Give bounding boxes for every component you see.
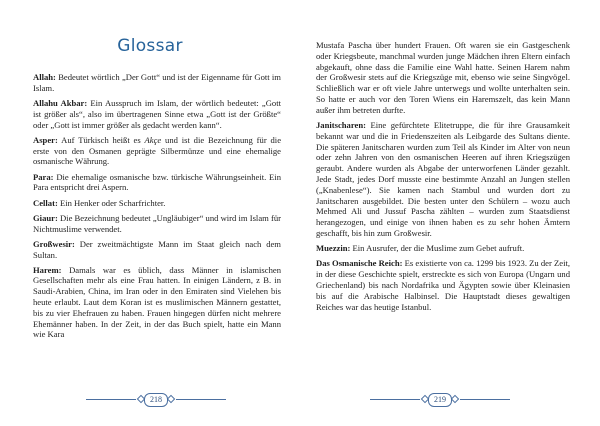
ornament-diamond bbox=[451, 395, 459, 403]
ornament-diamond bbox=[167, 395, 175, 403]
entry-term: Allah: bbox=[33, 72, 56, 82]
entry-osmanisches-reich bbox=[316, 258, 570, 312]
page-number: 219 bbox=[428, 393, 452, 407]
entry-para bbox=[33, 172, 281, 194]
entry-grosswesir bbox=[33, 239, 281, 261]
entry-allah bbox=[33, 72, 281, 94]
entry-cellat bbox=[33, 198, 281, 209]
entry-giaur bbox=[33, 213, 281, 235]
entry-text: Es existierte von ca. 1299 bis 1923. Zu der Zeit, in der diese Geschichte spielt, erstreckte es sich von Europa (Ungarn und Griechenland) bis nach Nordafrika und Ägypten sowie über Kleinasien bis auf die Arabische Halbinsel. Die Hauptstadt dieses gewaltigen Reiches war das heutige Istanbul. bbox=[316, 258, 570, 312]
entry-text: Die Bezeichnung bedeutet „Ungläubiger“ und wird im Islam für Nichtmuslime verwendet. bbox=[33, 212, 281, 234]
entry-muezzin bbox=[316, 243, 570, 254]
ornament-rule bbox=[370, 399, 420, 400]
entry-harem bbox=[33, 265, 281, 341]
ornament-rule bbox=[86, 399, 136, 400]
entry-term: Harem: bbox=[33, 264, 62, 275]
ornament-rule bbox=[460, 399, 510, 400]
entry-text: Die ehemalige osmanische bzw. türkische Währungseinheit. Ein Para entspricht drei Aspern. bbox=[33, 171, 281, 193]
entry-term: Asper: bbox=[33, 134, 58, 145]
entry-allahu-akbar bbox=[33, 98, 281, 130]
entry-text: Auf Türkisch heißt es bbox=[57, 134, 145, 145]
page-number-ornament-left bbox=[86, 393, 226, 407]
entry-text: Bedeutet wörtlich „Der Gott“ und ist der Eigenname für Gott im Islam. bbox=[33, 72, 281, 93]
entry-term: Allahu Akbar: bbox=[33, 97, 88, 108]
entry-term: Großwesir: bbox=[33, 238, 75, 249]
ornament-rule bbox=[176, 399, 226, 400]
page-number: 218 bbox=[144, 393, 168, 407]
entry-janitscharen bbox=[316, 120, 570, 239]
left-glossary-column bbox=[33, 72, 281, 345]
right-glossary-column bbox=[316, 40, 570, 317]
entry-term: Para: bbox=[33, 171, 54, 182]
entry-term: Cellat: bbox=[33, 197, 58, 208]
entry-text: Eine gefürchtete Elitetruppe, die für ihre Grausamkeit bekannt war und die in Friedenszeiten als Leibgarde des Sultans diente. Die späteren Janitscharen wurden zum Teil als Kinder im Alter von neun oder zehn Jahren von den osmanischen Heeren auf ihren Kriegszügen geraubt. Andere wurden als Abgabe der unterworfenen Länder gezahlt. Jede Stadt, jedes Dorf musste eine bestimmte Anzahl an Jungen stellen („Knabenlese“). Sie kamen nach Stambul und wurden dort zu Janitscharen ausgebildet. Die besten unter den Schülern – wozu auch Mehmed Ali und Jussuf Pascha zählten – wurden zum Staatsdienst herangezogen, und einige von ihnen haben es zu sehr hohen Ämtern geschafft, bis hin zum Großwesir. bbox=[316, 119, 570, 238]
entry-text: Der zweitmächtigste Mann im Staat gleich nach dem Sultan. bbox=[33, 238, 281, 260]
right-page bbox=[300, 0, 600, 426]
entry-term: Muezzin: bbox=[316, 243, 351, 254]
page-number-ornament-right bbox=[370, 393, 510, 407]
entry-term: Janitscharen: bbox=[316, 119, 366, 130]
entry-text-italic: Akçe bbox=[144, 134, 162, 145]
entry-term: Giaur: bbox=[33, 212, 58, 223]
glossary-title: Glossar bbox=[117, 36, 183, 56]
entry-harem-continuation: Mustafa Pascha über hundert Frauen. Oft waren sie ein Gastgeschenk oder Kriegsbeute, manchmal wurden junge Mädchen ihren Eltern einfach abgekauft, ohne dass die Familie eine Wahl hatte. Seinen Harem nahm der Großwesir stets auf die Kriegszüge mit, ebenso wie seine Singvögel. Schließlich war er oft viele Jahre unterwegs und wollte unterhalten sein. So hatte er auch vor den Toren Wiens ein Haremszelt, das kein Mann außer ihm betreten durfte. bbox=[316, 40, 570, 115]
entry-text: und ist die Bezeichnung für die erste von den Osmanen geprägte Silbermünze und eine ehemalige osmanische Währung. bbox=[33, 134, 282, 167]
entry-term: Das Osmanische Reich: bbox=[316, 258, 403, 269]
entry-text: Ein Ausrufer, der die Muslime zum Gebet aufruft. bbox=[350, 243, 525, 254]
entry-asper bbox=[33, 135, 281, 167]
entry-text: Damals war es üblich, dass Männer in islamischen Gesellschaften mehr als eine Frau hatten. In einigen Ländern, z B. in Saudi-Arabien, China, im Iran oder in den Emiraten sind Vielehen bis heute erlaubt. Laut dem Koran ist es muslimischen Männern gestattet, bis zu vier Ehefrauen zu haben. Frauen hingegen dürfen nicht mehrere Ehemänner haben. In der Zeit, in der das Buch spielt, hatte ein Mann wie Kara bbox=[33, 264, 281, 340]
entry-text: Ein Ausspruch im Islam, der wörtlich bedeutet: „Gott ist größer als“, also im übertragenen Sinne etwa „Gott ist der Größte“ oder „Gott ist immer größer als gedacht werden kann“. bbox=[33, 97, 282, 130]
entry-text: Ein Henker oder Scharfrichter. bbox=[57, 197, 166, 208]
